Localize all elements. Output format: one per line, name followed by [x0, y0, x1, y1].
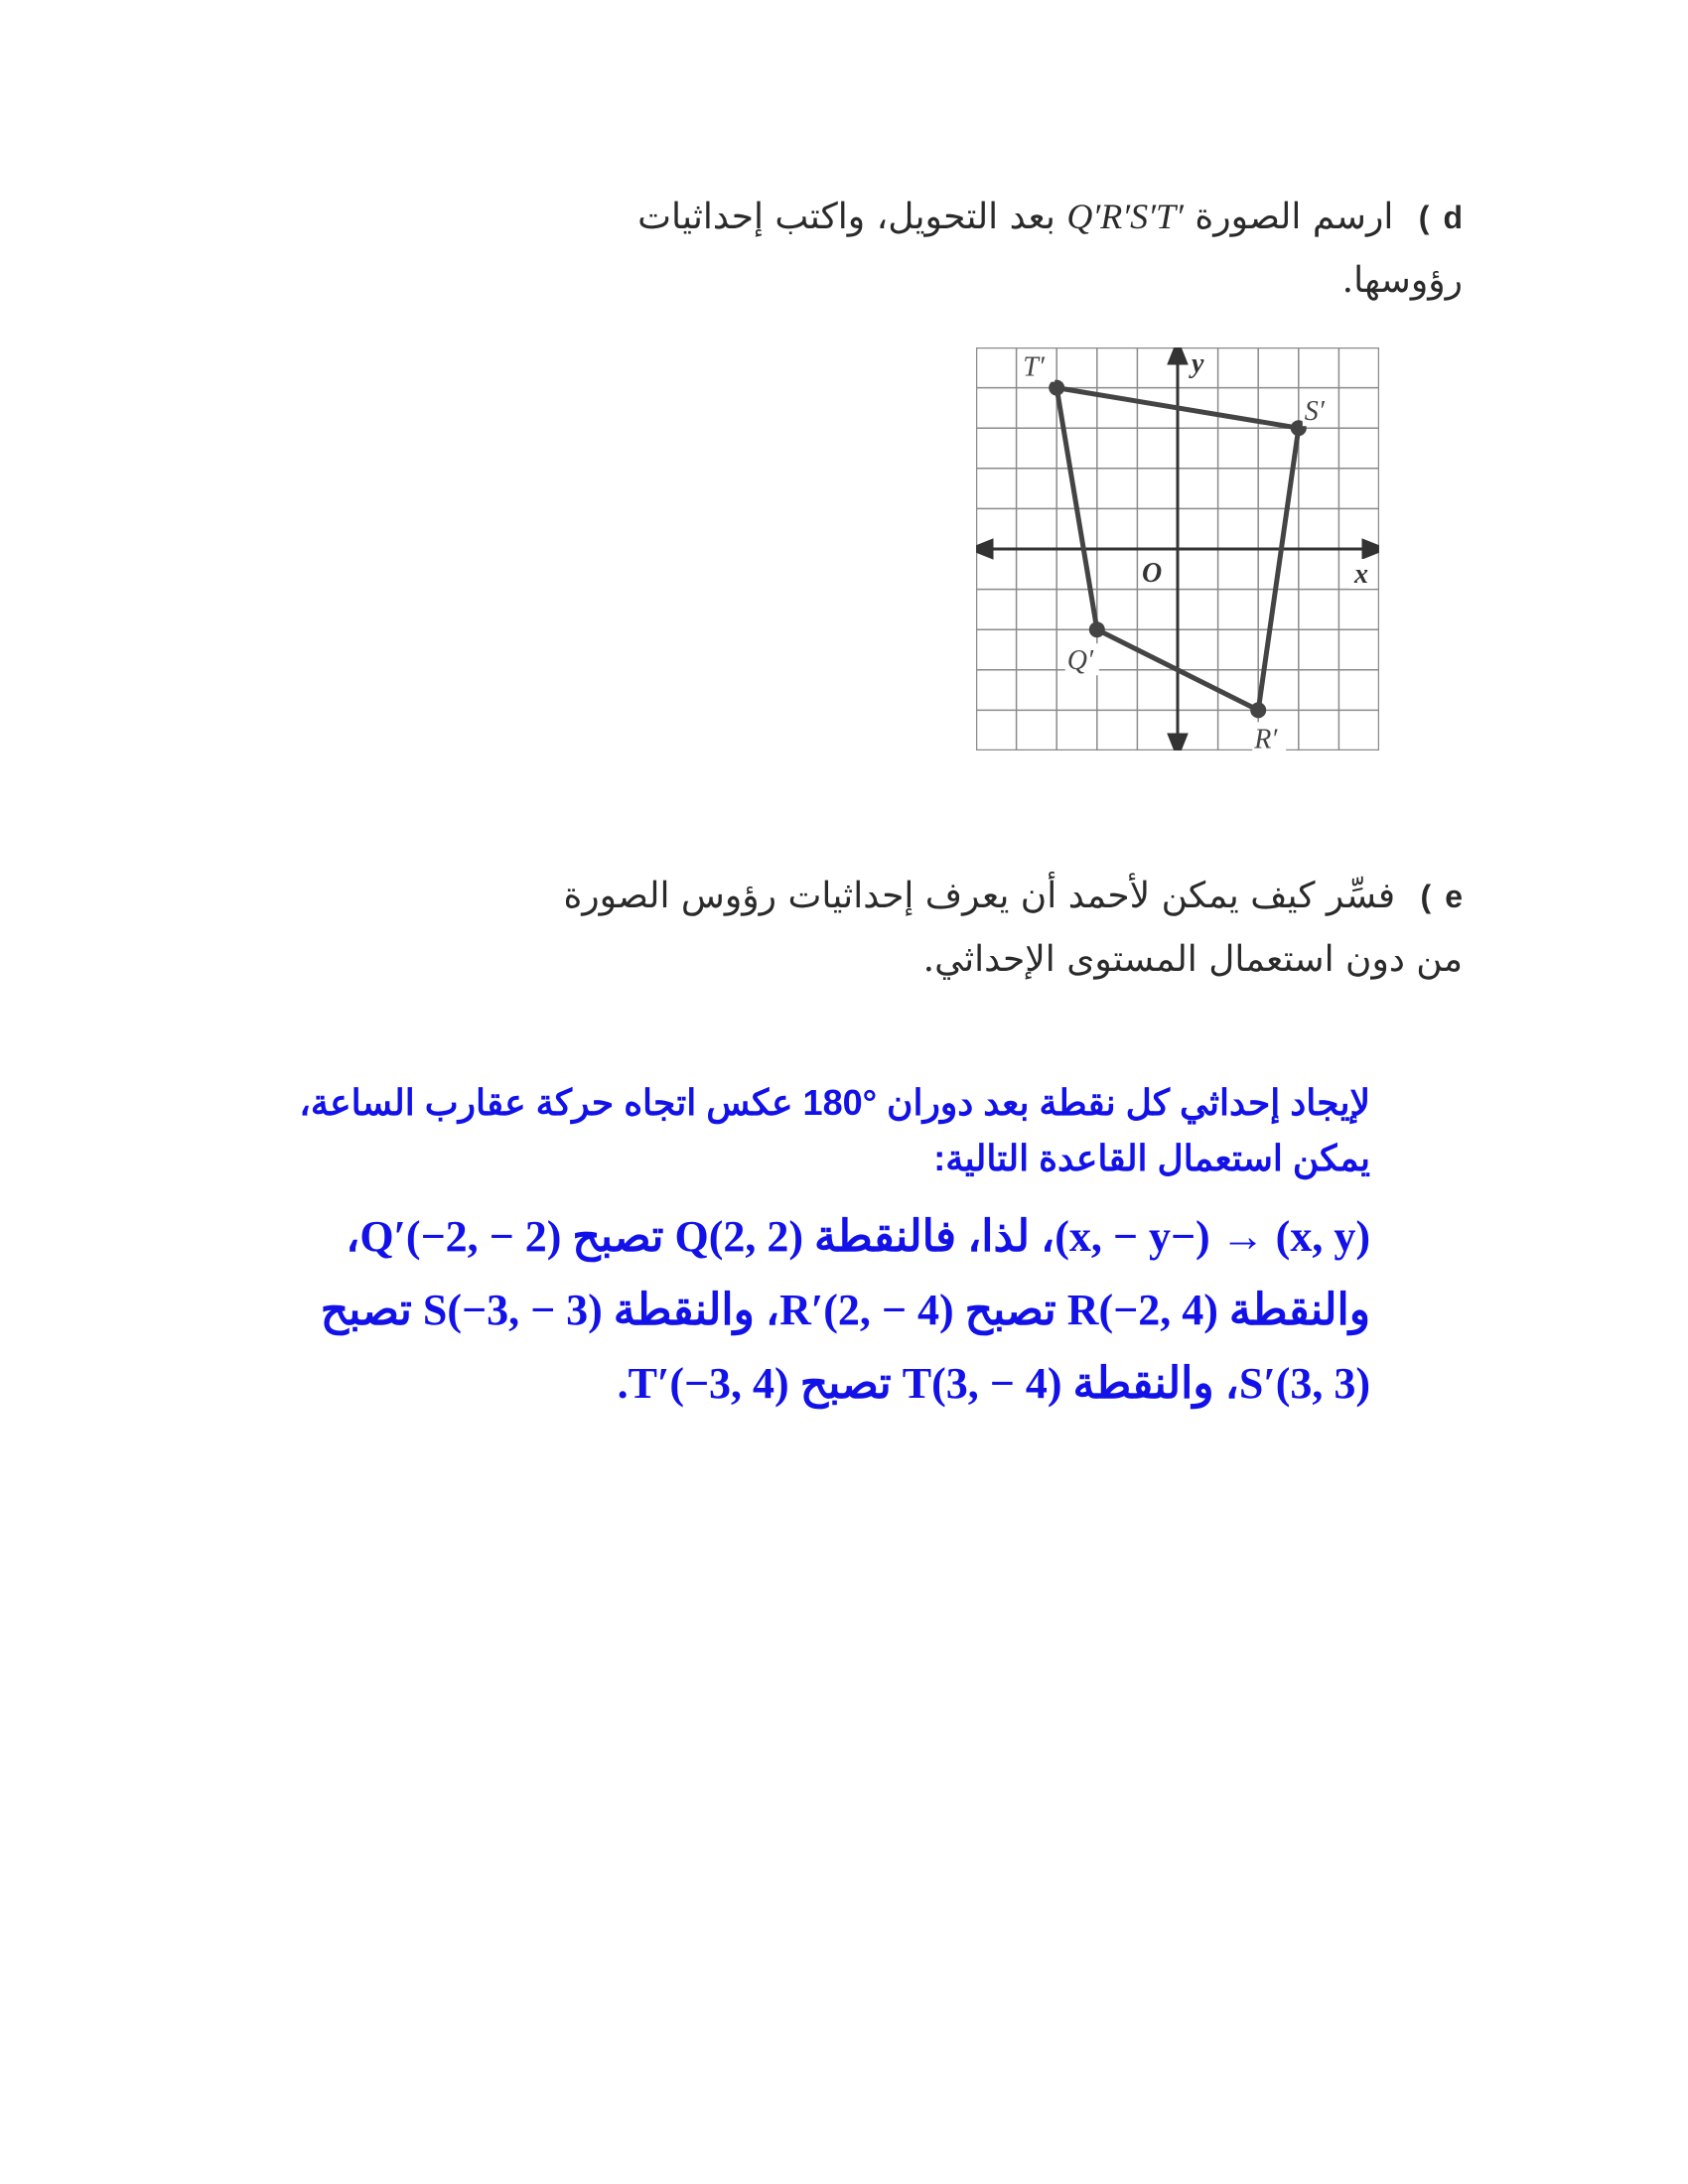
part-d-line-1: d) ارسم الصورة Q′R′S′T′ بعد التحويل، واكتب إحداثيات: [637, 197, 1463, 237]
part-e-question: [563, 865, 1463, 992]
answer-rule-line-3: S′(3, 3)، والنقطة T(3, − 4) تصبح T′(−3, 4).: [617, 1359, 1370, 1408]
part-e-line-1: e) فسِّر كيف يمكن لأحمد أن يعرف إحداثيات رؤوس الصورة: [563, 876, 1463, 916]
answer-rule-line-1: (x, y) → (−x, − y)، لذا، فالنقطة Q(2, 2) تصبح Q′(−2, − 2)،: [346, 1212, 1370, 1261]
vertex-point: [1049, 380, 1064, 396]
coordinate-graph: [976, 347, 1379, 751]
part-d-line-2: رؤوسها.: [1341, 260, 1463, 301]
vertex-point: [1089, 621, 1105, 637]
vertex-label: S′: [1304, 396, 1325, 428]
part-d-text-a: ارسم الصورة: [1195, 197, 1394, 237]
x-axis-label: x: [1354, 559, 1368, 590]
answer-intro-line-1: لإيجاد إحداثي كل نقطة بعد دوران °180 عكس اتجاه حركة عقارب الساعة،: [299, 1082, 1370, 1123]
vertex-label: T′: [1023, 351, 1045, 383]
part-d-figure-name: Q′R′S′T′: [1066, 197, 1184, 236]
part-d-question: [637, 185, 1463, 313]
vertex-point: [1250, 702, 1266, 718]
part-d-text-b: بعد التحويل، واكتب إحداثيات: [637, 197, 1055, 237]
part-d-letter: d: [1443, 200, 1463, 235]
answer-intro-line-2: يمكن استعمال القاعدة التالية:: [933, 1138, 1370, 1178]
part-e-letter: e: [1445, 879, 1463, 914]
answer-block: [299, 1075, 1370, 1421]
y-axis-label: y: [1192, 348, 1204, 379]
vertex-label: Q′: [1066, 645, 1094, 677]
part-e-text-1: فسِّر كيف يمكن لأحمد أن يعرف إحداثيات رؤوس الصورة: [563, 876, 1396, 916]
origin-label: O: [1142, 558, 1163, 589]
vertex-label: R′: [1254, 724, 1278, 751]
answer-rule-line-2: والنقطة R(−2, 4) تصبح R′(2, − 4)، والنقطة S(−3, − 3) تصبح: [320, 1286, 1370, 1334]
part-e-line-2: من دون استعمال المستوى الإحداثي.: [922, 939, 1463, 980]
